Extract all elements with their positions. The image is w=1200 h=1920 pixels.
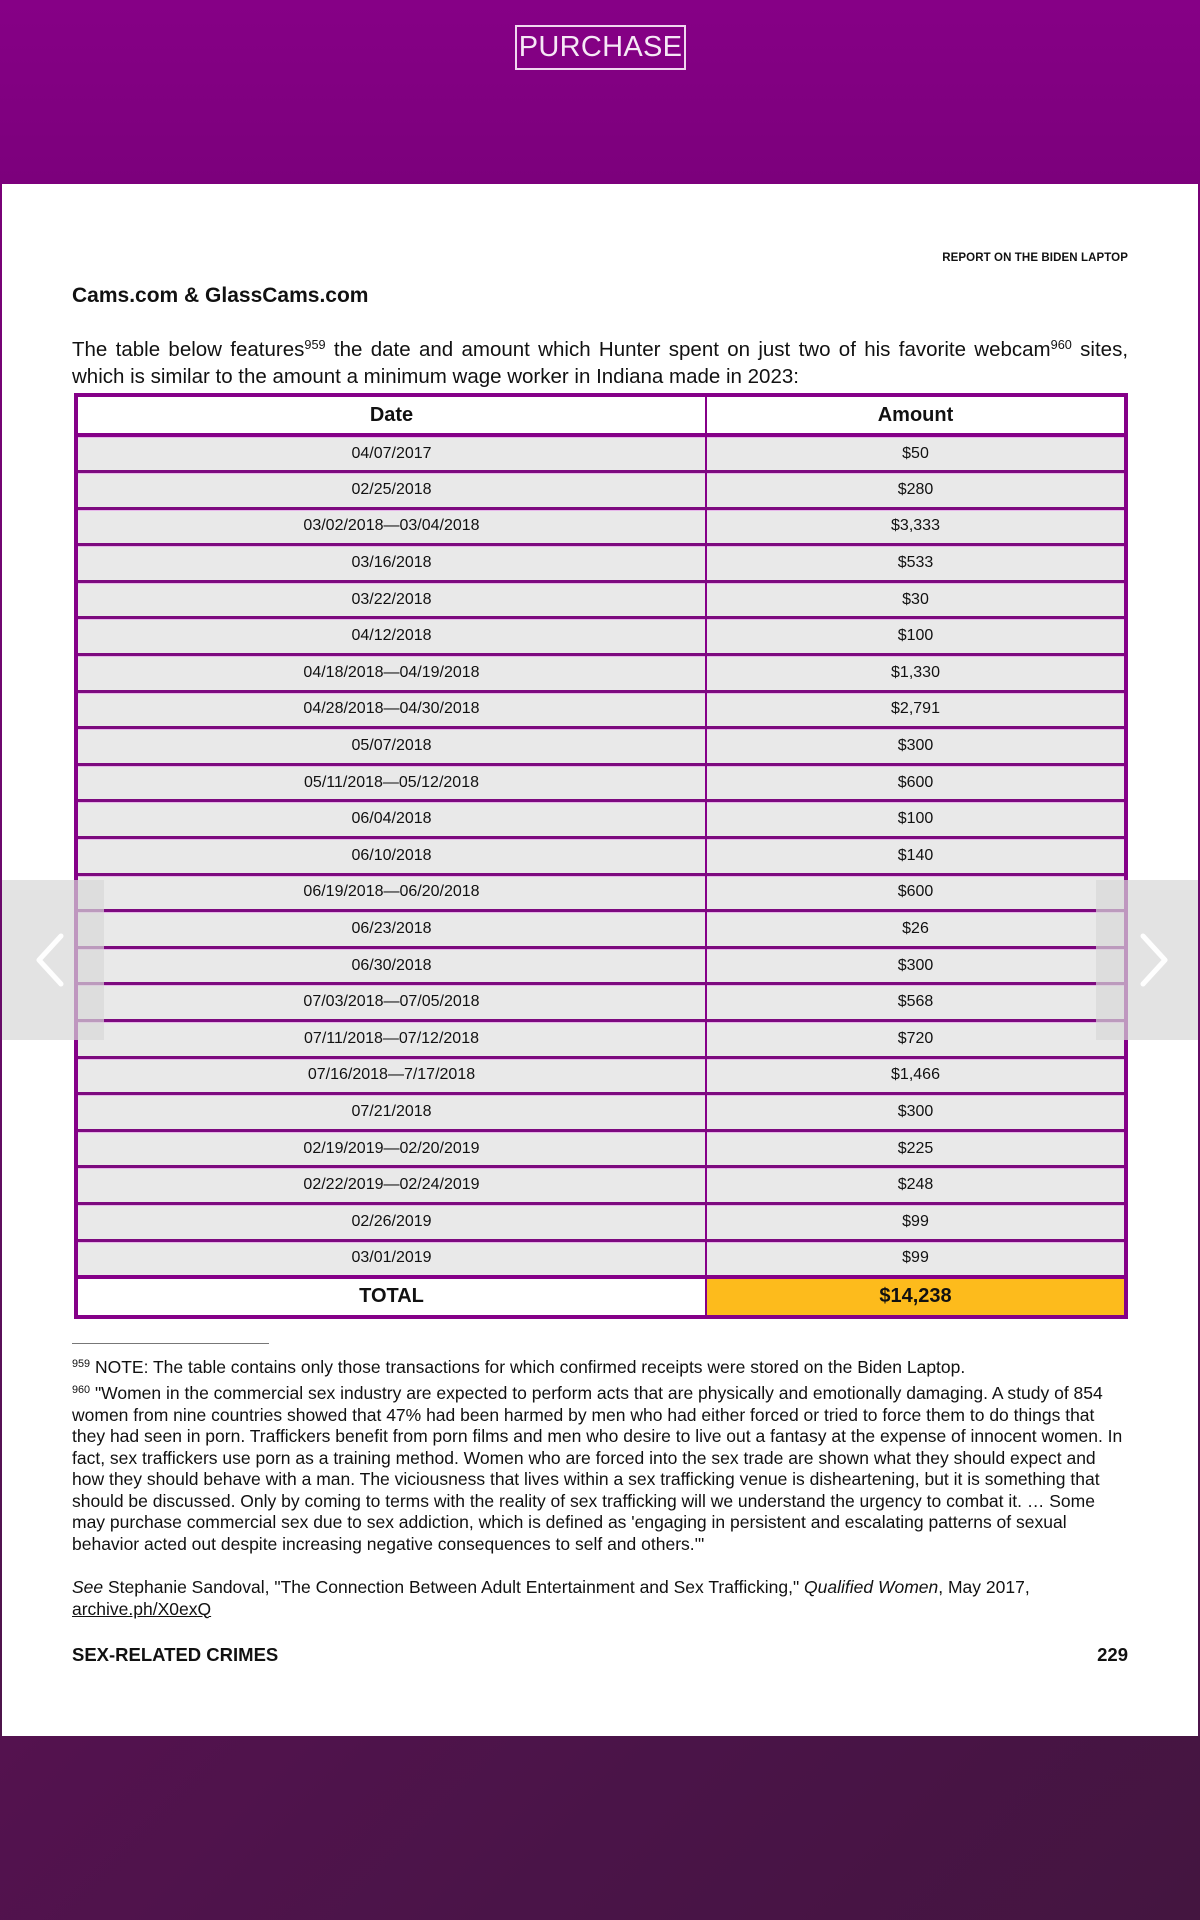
amount-cell: $600 [706, 874, 1126, 911]
amount-cell: $1,330 [706, 655, 1126, 692]
table-row [76, 728, 1126, 765]
previous-page-button[interactable] [2, 880, 104, 1040]
date-cell: 03/02/2018—03/04/2018 [76, 508, 706, 545]
footnote-text: "Women in the commercial sex industry are expected to perform acts that are physically and emotionally damaging. A study of 854 women from nine countries showed that 47% had been harmed by men who had either forced or tried to force them to do things that they had seen in porn. Traffickers benefit from porn films and men who desire to live out a fantasy at the expense of innocent women. In fact, sex traffickers use porn as a training method. Women who are forced into the sex trade are shown what they should expect and how they should behave with a man. The viciousness that lives within a sex trafficking venue is disheartening, but it is something that should be discussed. Only by coming to terms with the reality of sex trafficking will we understand the urgency to combat it. … Some may purchase commercial sex due to sex addiction, which is defined as 'engaging in persistent and escalating patterns of sexual behavior acted out despite increasing negative consequences to self and others.'" [72, 1383, 1123, 1554]
date-cell: 06/10/2018 [76, 838, 706, 875]
table-row [76, 1167, 1126, 1204]
table-row [76, 1130, 1126, 1167]
section-title: Cams.com & GlassCams.com [72, 284, 369, 307]
date-cell: 02/26/2019 [76, 1203, 706, 1240]
amount-cell: $99 [706, 1240, 1126, 1277]
date-cell: 04/18/2018—04/19/2018 [76, 655, 706, 692]
table-row [76, 581, 1126, 618]
document-page [2, 184, 1198, 1736]
table-row [76, 764, 1126, 801]
page-number: 229 [1097, 1644, 1128, 1665]
next-page-button[interactable] [1096, 880, 1198, 1040]
table-row [76, 691, 1126, 728]
intro-text: the date and amount which Hunter spent on just two of his favorite webcam [325, 338, 1051, 361]
table-row [76, 874, 1126, 911]
footnote-ref-960[interactable]: 960 [1050, 337, 1072, 353]
amount-cell: $533 [706, 545, 1126, 582]
date-cell: 04/07/2017 [76, 435, 706, 472]
amount-cell: $2,791 [706, 691, 1126, 728]
bottom-banner [0, 1736, 1200, 1920]
date-cell: 06/04/2018 [76, 801, 706, 838]
date-cell: 06/19/2018—06/20/2018 [76, 874, 706, 911]
table-row [76, 1057, 1126, 1094]
amount-cell: $140 [706, 838, 1126, 875]
amount-cell: $225 [706, 1130, 1126, 1167]
date-cell: 03/22/2018 [76, 581, 706, 618]
purchase-button[interactable]: PURCHASE [515, 25, 686, 70]
top-banner [0, 0, 1200, 184]
amount-cell: $100 [706, 801, 1126, 838]
table-row [76, 618, 1126, 655]
date-cell: 03/16/2018 [76, 545, 706, 582]
amount-cell: $720 [706, 1021, 1126, 1058]
table-row [76, 911, 1126, 948]
amount-cell: $99 [706, 1203, 1126, 1240]
table-row [76, 655, 1126, 692]
table-row [76, 508, 1126, 545]
table-row [76, 838, 1126, 875]
amount-cell: $3,333 [706, 508, 1126, 545]
intro-paragraph [72, 336, 1128, 390]
footnote-number: 960 [72, 1384, 91, 1397]
date-cell: 02/22/2019—02/24/2019 [76, 1167, 706, 1204]
chevron-left-icon [20, 880, 80, 1040]
amount-cell: $280 [706, 472, 1126, 509]
table-row [76, 1021, 1126, 1058]
table-row [76, 472, 1126, 509]
column-header-date: Date [76, 395, 706, 435]
citation-link[interactable]: archive.ph/X0exQ [72, 1598, 212, 1619]
amount-cell: $26 [706, 911, 1126, 948]
date-cell: 04/28/2018—04/30/2018 [76, 691, 706, 728]
footnote-960 [72, 1383, 1132, 1555]
table-row [76, 801, 1126, 838]
amount-cell: $50 [706, 435, 1126, 472]
date-cell: 05/11/2018—05/12/2018 [76, 764, 706, 801]
footnote-ref-959[interactable]: 959 [304, 337, 326, 353]
running-head: REPORT ON THE BIDEN LAPTOP [942, 252, 1128, 264]
amount-cell: $300 [706, 947, 1126, 984]
table-row [76, 545, 1126, 582]
table-row [76, 1094, 1126, 1131]
total-label: TOTAL [76, 1277, 706, 1317]
date-cell: 06/30/2018 [76, 947, 706, 984]
table-row [76, 435, 1126, 472]
footnote-text: NOTE: The table contains only those transactions for which confirmed receipts were stored on the Biden Laptop. [90, 1357, 966, 1377]
date-cell: 02/25/2018 [76, 472, 706, 509]
table-row [76, 1240, 1126, 1277]
table-row [76, 947, 1126, 984]
table-row [76, 1203, 1126, 1240]
amount-cell: $568 [706, 984, 1126, 1021]
intro-text: The table below features [72, 338, 305, 361]
amount-cell: $30 [706, 581, 1126, 618]
citation-text: , May 2017, [938, 1577, 1030, 1597]
footnote-number: 959 [72, 1358, 91, 1371]
date-cell: 07/16/2018—7/17/2018 [76, 1057, 706, 1094]
date-cell: 07/11/2018—07/12/2018 [76, 1021, 706, 1058]
date-cell: 06/23/2018 [76, 911, 706, 948]
citation-publication: Qualified Women [804, 1577, 939, 1597]
footnote-959 [72, 1357, 1132, 1379]
amount-cell: $1,466 [706, 1057, 1126, 1094]
column-header-amount: Amount [706, 395, 1126, 435]
table-row [76, 984, 1126, 1021]
transactions-table [74, 393, 1128, 1319]
amount-cell: $100 [706, 618, 1126, 655]
date-cell: 07/03/2018—07/05/2018 [76, 984, 706, 1021]
intro-text: sites, which is similar to the amount a minimum wage worker in Indiana made in 2023: [72, 338, 1129, 388]
footer-section-name: SEX-RELATED CRIMES [72, 1644, 279, 1665]
citation-see: See [72, 1577, 104, 1597]
footnote-citation [72, 1577, 1132, 1620]
table-body [76, 435, 1126, 1277]
amount-cell: $600 [706, 764, 1126, 801]
chevron-right-icon [1124, 880, 1184, 1040]
citation-text: Stephanie Sandoval, "The Connection Between Adult Entertainment and Sex Trafficking," [103, 1577, 805, 1597]
amount-cell: $300 [706, 1094, 1126, 1131]
date-cell: 07/21/2018 [76, 1094, 706, 1131]
amount-cell: $248 [706, 1167, 1126, 1204]
date-cell: 03/01/2019 [76, 1240, 706, 1277]
date-cell: 05/07/2018 [76, 728, 706, 765]
total-amount: $14,238 [706, 1277, 1126, 1317]
amount-cell: $300 [706, 728, 1126, 765]
footnote-divider [72, 1343, 269, 1344]
date-cell: 04/12/2018 [76, 618, 706, 655]
total-row [76, 1277, 1126, 1317]
table-header-row [76, 395, 1126, 435]
date-cell: 02/19/2019—02/20/2019 [76, 1130, 706, 1167]
